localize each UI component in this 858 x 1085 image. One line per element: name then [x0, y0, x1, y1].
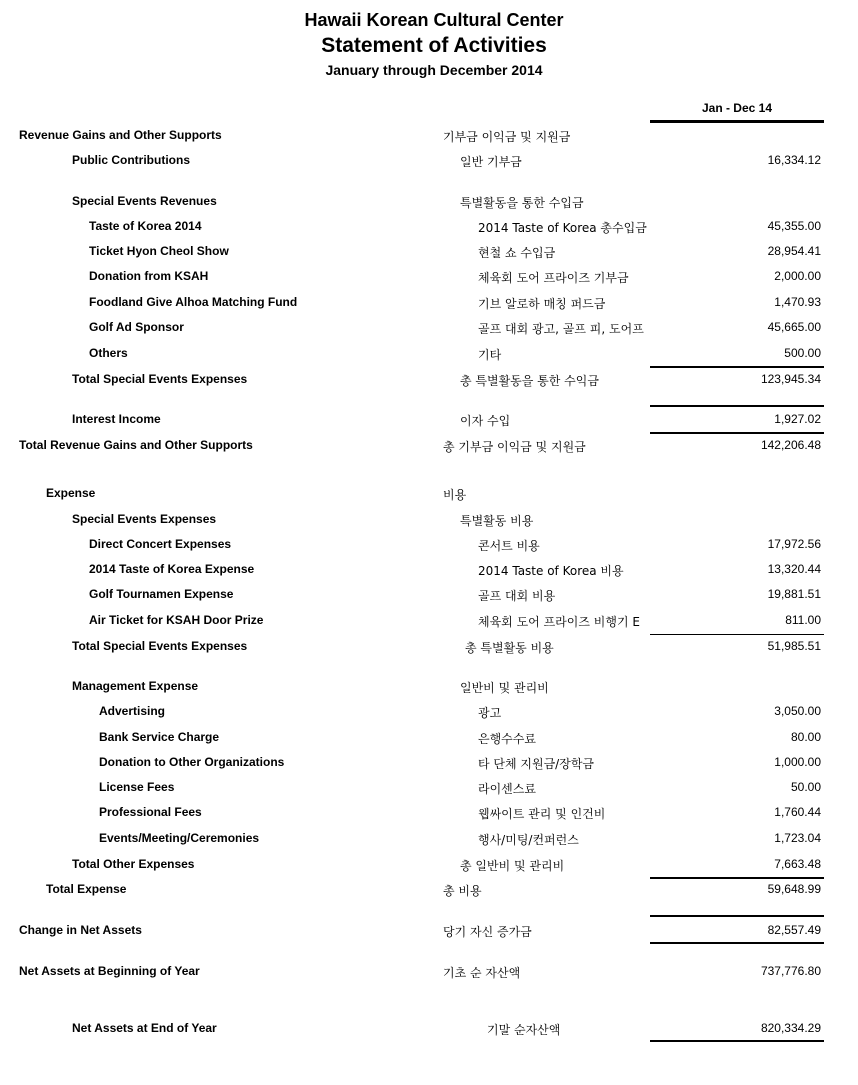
row-label: 2014 Taste of Korea Expense: [89, 562, 255, 576]
row-korean-label: 골프 대회 비용: [478, 589, 556, 603]
row-donation-ksah: [0, 269, 858, 287]
row-amount: 7,663.48: [774, 857, 821, 871]
row-change-in-net-assets: [0, 923, 858, 941]
row-label: Events/Meeting/Ceremonies: [99, 831, 260, 845]
subtotal-rule: [650, 432, 824, 434]
row-ticket-show: [0, 244, 858, 262]
row-label: Donation to Other Organizations: [99, 755, 285, 769]
row-total-special-events-expenses: [0, 639, 858, 657]
row-total-expense: [0, 882, 858, 900]
row-net-assets-end: [0, 1021, 858, 1039]
row-amount: 82,557.49: [767, 923, 821, 937]
row-amount: 50.00: [790, 780, 821, 794]
row-public-contributions: [0, 153, 858, 171]
subtotal-rule: [650, 877, 824, 879]
row-korean-label: 기말 순자산액: [487, 1023, 561, 1037]
row-amount: 1,723.04: [774, 831, 821, 845]
row-korean-label: 총 특별활동을 통한 수익금: [460, 374, 599, 388]
row-foodland-fund: [0, 295, 858, 313]
row-events-meeting: [0, 831, 858, 849]
row-golf-tournament: [0, 587, 858, 605]
row-korean-label: 현철 쇼 수입금: [478, 246, 556, 260]
row-korean-label: 타 단체 지원금/장학금: [478, 757, 595, 771]
row-taste-of-korea-expense: [0, 562, 858, 580]
row-korean-label: 기브 알로하 매칭 퍼드금: [478, 297, 606, 311]
row-korean-label: 2014 Taste of Korea 비용: [478, 564, 624, 578]
column-header: Jan - Dec 14: [701, 101, 773, 115]
row-label: Others: [89, 346, 128, 360]
row-label: Bank Service Charge: [99, 730, 220, 744]
row-korean-label: 기부금 이익금 및 지원금: [443, 130, 571, 144]
row-license-fees: [0, 780, 858, 798]
row-korean-label: 웹싸이트 관리 및 인건비: [478, 807, 606, 821]
row-amount: 123,945.34: [760, 372, 821, 386]
row-interest-income: [0, 412, 858, 430]
row-label: Expense: [46, 486, 96, 500]
row-korean-label: 총 일반비 및 관리비: [460, 859, 565, 873]
row-korean-label: 콘서트 비용: [478, 539, 540, 553]
row-label: Total Special Events Expenses: [72, 639, 248, 653]
row-korean-label: 특별활동을 통한 수입금: [460, 196, 584, 210]
row-label: Golf Ad Sponsor: [89, 320, 184, 334]
row-total-revenue: [0, 438, 858, 456]
row-korean-label: 이자 수입: [460, 414, 511, 428]
row-amount: 45,355.00: [767, 219, 821, 233]
row-air-ticket: [0, 613, 858, 631]
row-korean-label: 체육회 도어 프라이즈 기부금: [478, 271, 629, 285]
row-korean-label: 기초 순 자산액: [443, 966, 521, 980]
row-korean-label: 총 특별활동 비용: [465, 641, 554, 655]
row-korean-label: 일반 기부금: [460, 155, 522, 169]
row-label: Ticket Hyon Cheol Show: [89, 244, 229, 258]
row-amount: 16,334.12: [767, 153, 821, 167]
row-label: Foodland Give Alhoa Matching Fund: [89, 295, 298, 309]
row-label: Special Events Revenues: [72, 194, 217, 208]
row-amount: 3,050.00: [774, 704, 821, 718]
row-amount: 811.00: [785, 613, 821, 627]
row-label: Total Revenue Gains and Other Supports: [19, 438, 253, 452]
row-amount: 80.00: [790, 730, 821, 744]
row-label: Taste of Korea 2014: [89, 219, 202, 233]
row-korean-label: 은행수수료: [478, 732, 536, 746]
row-special-events-revenues: [0, 194, 858, 212]
row-korean-label: 골프 대회 광고, 골프 피, 도어프: [478, 322, 644, 336]
statement-period: January through December 2014: [325, 62, 543, 78]
row-label: Special Events Expenses: [72, 512, 217, 526]
row-amount: 19,881.51: [767, 587, 821, 601]
row-amount: 737,776.80: [760, 964, 821, 978]
subtotal-rule: [650, 942, 824, 944]
row-amount: 2,000.00: [774, 269, 821, 283]
statement-title: Statement of Activities: [321, 34, 547, 57]
row-label: Total Special Events Expenses: [72, 372, 248, 386]
row-korean-label: 비용: [443, 488, 467, 502]
row-label: Professional Fees: [99, 805, 202, 819]
row-amount: 142,206.48: [760, 438, 821, 452]
row-amount: 59,648.99: [767, 882, 821, 896]
row-label: Golf Tournamen Expense: [89, 587, 234, 601]
row-korean-label: 체육회 도어 프라이즈 비행기 E: [478, 615, 640, 629]
header-rule: [650, 120, 824, 123]
subtotal-rule: [650, 366, 824, 368]
row-label: Total Expense: [46, 882, 127, 896]
row-special-events-expenses: [0, 512, 858, 530]
row-label: Advertising: [99, 704, 166, 718]
row-korean-label: 2014 Taste of Korea 총수입금: [478, 221, 647, 235]
final-rule: [650, 1040, 824, 1042]
row-korean-label: 행사/미팅/컨퍼런스: [478, 833, 579, 847]
row-amount: 500.00: [784, 346, 821, 360]
row-amount: 51,985.51: [767, 639, 821, 653]
row-revenue-heading: [0, 128, 858, 146]
row-label: License Fees: [99, 780, 175, 794]
row-korean-label: 라이센스료: [478, 782, 536, 796]
row-korean-label: 총 비용: [443, 884, 482, 898]
row-taste-of-korea: [0, 219, 858, 237]
row-label: Donation from KSAH: [89, 269, 209, 283]
row-management-expense: [0, 679, 858, 697]
row-amount: 1,000.00: [774, 755, 821, 769]
row-amount: 1,470.93: [774, 295, 821, 309]
row-amount: 1,927.02: [774, 412, 821, 426]
row-others: [0, 346, 858, 364]
row-amount: 45,665.00: [767, 320, 821, 334]
row-expense-heading: [0, 486, 858, 504]
row-amount: 1,760.44: [774, 805, 821, 819]
row-net-assets-beginning: [0, 964, 858, 982]
row-label: Total Other Expenses: [72, 857, 195, 871]
row-amount: 28,954.41: [767, 244, 821, 258]
row-label: Public Contributions: [72, 153, 190, 167]
row-korean-label: 총 기부금 이익금 및 지원금: [443, 440, 586, 454]
row-bank-service-charge: [0, 730, 858, 748]
row-golf-ad-sponsor: [0, 320, 858, 338]
row-total-special-events-revenue: [0, 372, 858, 390]
row-label: Net Assets at End of Year: [72, 1021, 217, 1035]
row-amount: 820,334.29: [760, 1021, 821, 1035]
row-direct-concert: [0, 537, 858, 555]
row-label: Direct Concert Expenses: [89, 537, 232, 551]
row-korean-label: 특별활동 비용: [460, 514, 534, 528]
row-korean-label: 기타: [478, 348, 502, 362]
org-name: Hawaii Korean Cultural Center: [304, 10, 564, 30]
subtotal-rule: [650, 405, 824, 407]
row-advertising: [0, 704, 858, 722]
row-label: Change in Net Assets: [19, 923, 142, 937]
row-label: Revenue Gains and Other Supports: [19, 128, 222, 142]
row-korean-label: 일반비 및 관리비: [460, 681, 549, 695]
subtotal-rule: [650, 915, 824, 917]
subtotal-rule: [650, 634, 824, 635]
row-professional-fees: [0, 805, 858, 823]
row-korean-label: 광고: [478, 706, 502, 720]
row-label: Air Ticket for KSAH Door Prize: [89, 613, 264, 627]
row-label: Interest Income: [72, 412, 161, 426]
row-label: Net Assets at Beginning of Year: [19, 964, 200, 978]
row-label: Management Expense: [72, 679, 199, 693]
row-amount: 13,320.44: [767, 562, 821, 576]
row-donation-other-orgs: [0, 755, 858, 773]
row-korean-label: 당기 자신 증가금: [443, 925, 532, 939]
row-total-other-expenses: [0, 857, 858, 875]
row-amount: 17,972.56: [767, 537, 821, 551]
